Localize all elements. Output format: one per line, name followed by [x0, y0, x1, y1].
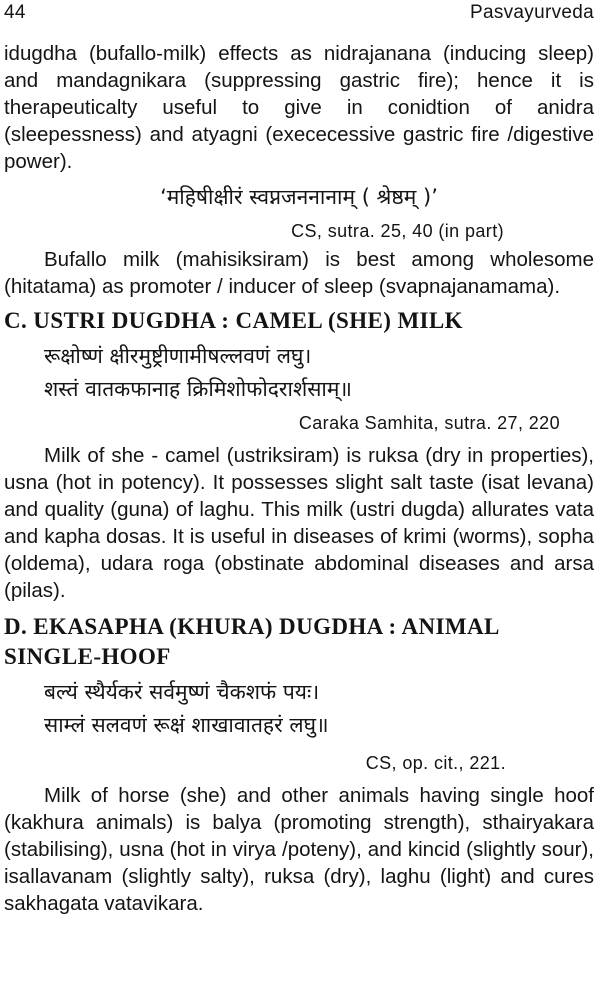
running-title: Pasvayurveda [469, 2, 594, 23]
citation-caraka-samhita: Caraka Samhita, sutra. 27, 220 [298, 413, 560, 433]
paragraph-buffalo-effects: idugdha (bufallo-milk) effects as nidrajanana (inducing sleep) and mandagnikara (suppressing gastric fire); hence it is therapeuticalty useful to give in conidtion of anidra (sleepessness) and atyagni (exececessive gastric fire /digestive power). [4, 42, 594, 173]
sanskrit-verse-hoof-line-2: साम्लं सलवणं रूक्षं शाखावातहरं लघु॥ [44, 713, 329, 737]
paragraph-horse-milk: Milk of horse (she) and other animals having single hoof (kakhura animals) is balya (promoting strength), sthairyakara (stabilising), usna (hot in virya /poteny), and kincid (slightly sour), isallavanam (slightly salty), ruksa (dry), laghu (light) and cures sakhagata vatavikara. [4, 784, 594, 915]
page-header [4, 0, 594, 40]
sanskrit-verse-hoof-line-1: बल्यं स्थैर्यकरं सर्वमुष्णं चैकशफं पयः। [44, 680, 320, 704]
citation-cs-op-cit: CS, op. cit., 221. [365, 753, 506, 773]
paragraph-camel-milk: Milk of she - camel (ustriksiram) is ruksa (dry in properties), usna (hot in potency). It possesses slight salt taste (isat levana) and quality (guna) of laghu. This milk (ustri dugda) allurates vata and kapha dosas. It is useful in diseases of krimi (worms), sopha (oldema), udara roga (obstinate abdominal diseases and arsa (pilas). [4, 444, 594, 602]
sanskrit-verse-camel-line-2: शस्तं वातकफानाह क्रिमिशोफोदरार्शसाम्॥ [44, 377, 353, 401]
sanskrit-verse-camel-line-1: रूक्षोष्णं क्षीरमुष्ट्रीणामीषल्लवणं लघु। [44, 344, 312, 368]
section-heading-single-hoof-milk: D. EKASAPHA (KHURA) DUGDHA : ANIMAL SINGLE-HOOF [4, 614, 499, 669]
citation-cs-sutra-25: CS, sutra. 25, 40 (in part) [291, 221, 504, 241]
page-number: 44 [4, 2, 26, 23]
sanskrit-verse-buffalo: ‘महिषीक्षीरं स्वप्नजननानाम् ( श्रेष्ठम् )’ [160, 185, 438, 209]
section-heading-camel-milk: C. USTRI DUGDHA : CAMEL (SHE) MILK [4, 308, 463, 333]
paragraph-buffalo-sleep: Bufallo milk (mahisiksiram) is best among wholesome (hitatama) as promoter / inducer of sleep (svapnajanamama). [4, 248, 594, 298]
